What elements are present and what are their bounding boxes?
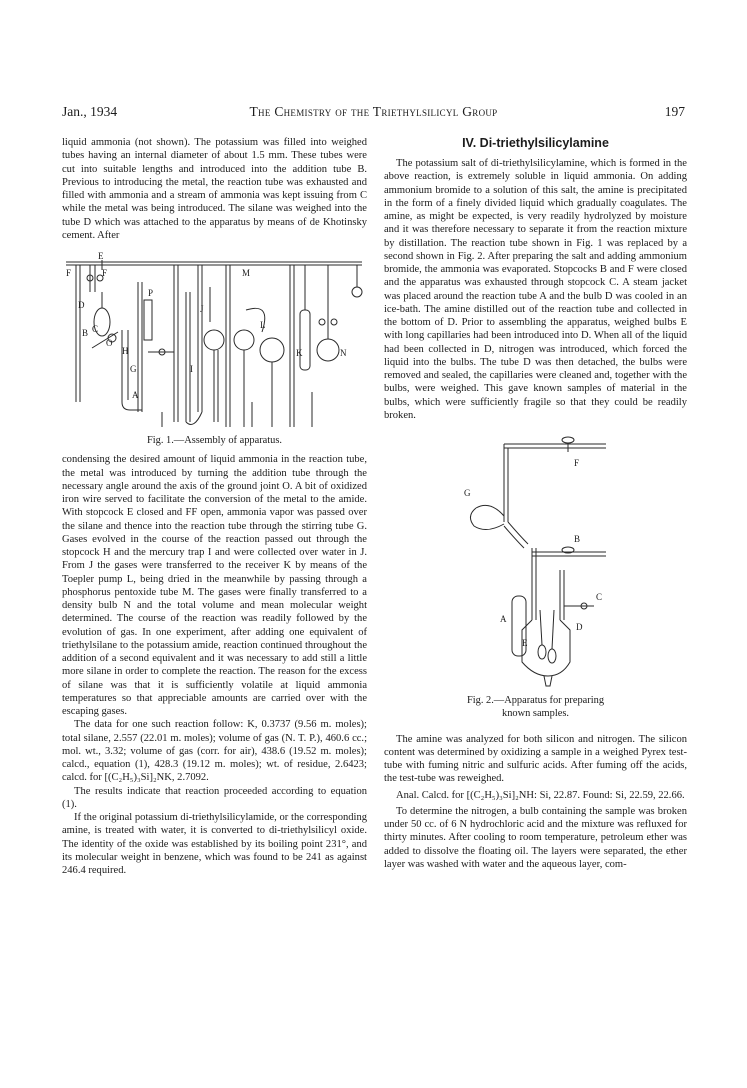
fig1-label-e: E	[98, 252, 104, 261]
figure-2-caption	[384, 694, 687, 721]
paragraph: To determine the nitrogen, a bulb containing the sample was broken under 50 cc. of 6 N hydrochloric acid and the mixture was refluxed for thirty minutes. After cooling to room temperature, petroleum ether was added to dissolve the floating oil. The layers were separated, the ether layer was washed with water and the aqueous layer, com-	[384, 805, 687, 870]
figure-1-caption: Fig. 1.—Assembly of apparatus.	[146, 435, 283, 446]
fig1-label-p: P	[148, 288, 154, 298]
fig2-label-g: G	[464, 488, 471, 498]
paragraph: The results indicate that reaction proceeded according to equation (1).	[62, 785, 367, 810]
fig1-label-k: K	[296, 348, 303, 358]
fig1-label-m: M	[242, 268, 251, 278]
fig1-label-o: O	[106, 338, 113, 348]
fig1-label-n: N	[340, 348, 347, 358]
paragraph: The amine was analyzed for both silicon and nitrogen. The silicon content was determined by oxidizing a sample in a weighed Pyrex test-tube with fuming nitric and sulfuric acids. After fuming off the acids, the test-tube was reweighed.	[384, 733, 687, 785]
fig1-label-a: A	[132, 390, 139, 400]
fig1-label-g: G	[130, 364, 137, 374]
fig1-label-f: F	[102, 268, 108, 278]
paragraph: condensing the desired amount of liquid ammonia in the reaction tube, the metal was introduced by turning the addition tube through the necessary angle around the axis of the ground joint O. A bit of oxidized iron wire served to facilitate the conversion of the metal to the amide. With stopcock E closed and FF open, ammonia vapor was passed over the silane and thence into the reaction tube through the stirring tube G. Gases evolved in the course of the reaction passed out through the stopcock H and the mercury trap I and were collected over water in J. From J the gases were transferred to the receiver K by means of the Toepler pump L, being dried in the meanwhile by passing through a phosphorus pentoxide tube M. The gases were finally transferred to a density bulb N and the total volume and mean molecular weight determined. The course of the reaction was readily followed by the evolution of gas. In one experiment, after adding one equivalent of triethylsilane to the potassium amide, reaction continued throughout the addition of a second equivalent and it was necessary to add still a little more silane in order to complete the reaction. The reason for the excess of silane was that it is sufficiently volatile at liquid ammonia temperatures so that appreciable amounts are carried over with the escaping gases.	[62, 454, 367, 717]
page-number: 197	[664, 104, 685, 119]
paragraph: The data for one such reaction follow: K, 0.3737 (9.56 m. moles); total silane, 2.557 (22.01 m. moles); volume of gas (N. T. P.), 460.6 cc.; mol. wt., 3.32; volume of gas (corr. for air), 438.6 (19.52 m. moles); calcd., equation (1), 428.3 (19.12 m. moles); wt. of residue, 2.6423; calcd. for [(C₂H₅)₃Si]₂NK, 2.7092.	[62, 719, 367, 784]
caption-line: Fig. 2.—Apparatus for preparing	[466, 695, 605, 706]
fig1-label-l: L	[260, 320, 266, 330]
analysis-result: Anal. Calcd. for [(C₂H₅)₃Si]₂NH: Si, 22.87. Found: Si, 22.59, 22.66.	[396, 789, 685, 801]
fig1-label-f: F	[66, 268, 72, 278]
fig1-label-d: D	[78, 300, 85, 310]
fig2-label-d: D	[576, 622, 583, 632]
fig2-label-a: A	[500, 614, 507, 624]
figure-1-apparatus-assembly	[62, 252, 367, 432]
paragraph: liquid ammonia (not shown). The potassium was filled into weighed tubes having an internal diameter of about 1.5 mm. These tubes were cut into suitable lengths and introduced into the addition tube B. Previous to introducing the metal, the reaction tube was exhausted and filled with ammonia and a stream of ammonia was kept issuing from C while the metal was being introduced. The silane was weighed into the tube D which was attached to the apparatus by means of de Khotinsky cement. After	[62, 137, 367, 241]
fig2-label-b: B	[574, 534, 581, 544]
fig1-label-c: C	[92, 324, 99, 334]
caption-line: known samples.	[502, 708, 569, 720]
fig2-label-c: C	[596, 592, 603, 602]
paragraph: The potassium salt of di-triethylsilicylamine, which is formed in the above reaction, is extremely soluble in liquid ammonia. On adding ammonium bromide to a solution of this salt, the amine is precipitated in the form of a finely divided liquid which gradually coagulates. The amine, as might be expected, is very readily hydrolyzed by moisture and it was therefore necessary to separate it from the reaction mixture by distillation. The reaction tube shown in Fig. 1 was replaced by a second shown in Fig. 2. After preparing the salt and adding ammonium bromide, the ammonia was evaporated. Stopcocks B and F were closed and the apparatus was exhausted through stopcock C. A steam jacket was placed around the reaction tube A and the bulb D was cooled in an ice-bath. The amine distilled out of the reaction tube and collected in the bottom of D. Prior to assembling the apparatus, weighed bulbs E with long capillaries had been introduced into D. When all of the liquid had been collected in D, nitrogen was introduced, which forced the liquid into the bulbs. The tube D was then detached, the bulbs were removed and sealed, the capillaries were cleaned and, together with the bulbs, were weighed. This gave known samples of material in the bulbs, which were sufficiently fragile so that they could be readily broken.	[384, 158, 687, 421]
left-column	[62, 136, 367, 877]
fig1-label-i: I	[190, 364, 193, 374]
fig2-label-f: F	[574, 458, 580, 468]
header-date: Jan., 1934	[62, 104, 118, 119]
fig1-label-h: H	[122, 346, 129, 356]
running-header	[0, 104, 747, 122]
header-title: The Chemistry of the Triethylsilicyl Group	[249, 104, 498, 119]
paragraph: If the original potassium di-triethylsilicylamide, or the corresponding amine, is treated with water, it is converted to di-triethylsilicyl oxide. The identity of the oxide was established by its boiling point 231°, and its molecular weight in benzene, which was found to be 241 as against 246.4 required.	[62, 812, 367, 876]
section-heading: IV. Di-triethylsilicylamine	[462, 136, 609, 150]
fig1-label-b: B	[82, 328, 89, 338]
fig2-label-e: E	[522, 638, 528, 648]
right-column	[384, 136, 687, 871]
figure-2-sample-apparatus	[456, 430, 616, 690]
fig1-label-j: J	[200, 304, 204, 314]
